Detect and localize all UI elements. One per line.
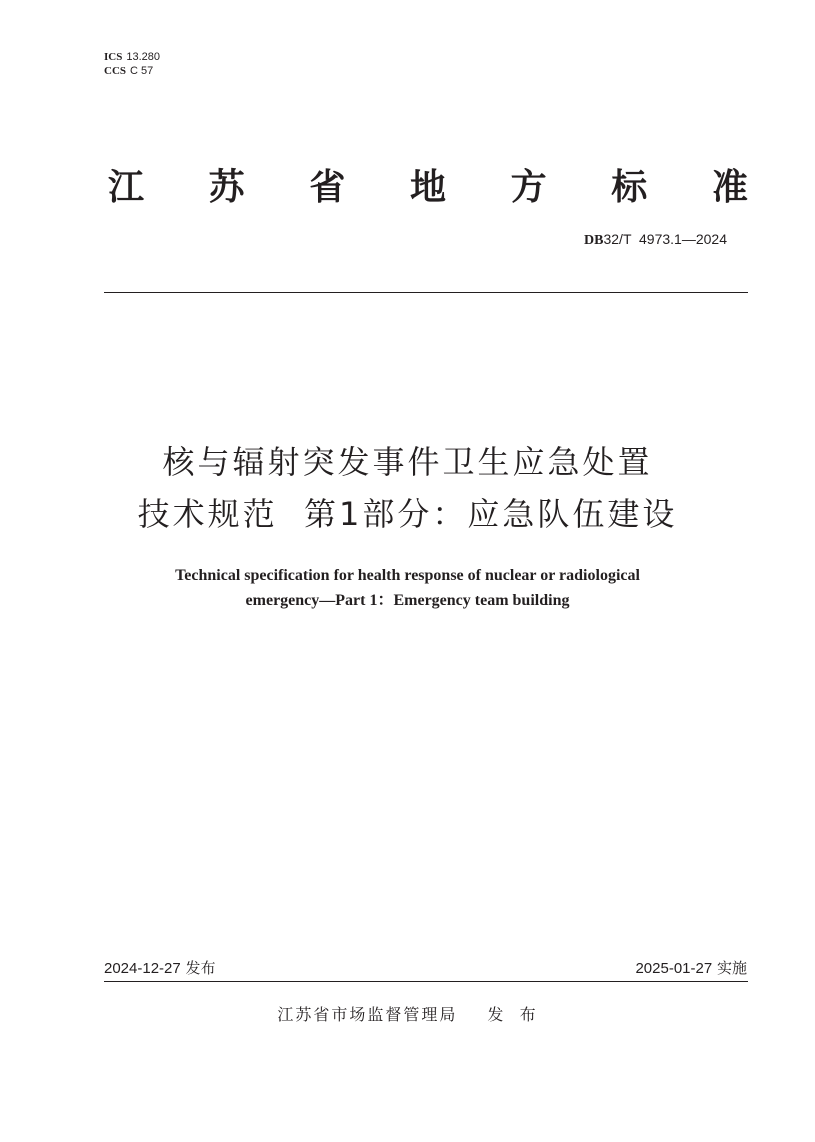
ics-code: ICS 13.280 [104, 51, 160, 63]
standard-type-char: 苏 [208, 166, 245, 208]
standard-type-char: 地 [409, 166, 446, 208]
english-title-line-2: emergency—Part 1：Emergency team building [245, 592, 570, 609]
issuing-authority [0, 1002, 815, 1025]
implementation-date: 2025-01-27 实施 [635, 959, 747, 977]
chinese-title-line-1: 核与辐射突发事件卫生应急处置 [162, 443, 653, 481]
standard-type-char: 准 [711, 166, 748, 208]
issuer-name: 江苏省市场监督管理局 [277, 1005, 458, 1024]
ccs-code: CCS C 57 [104, 65, 154, 77]
standard-type-char: 方 [510, 166, 547, 208]
chinese-title-line-2: 技术规范 第1部分：应急队伍建设 [137, 495, 678, 533]
issuer-action: 发 布 [487, 1005, 538, 1024]
issue-date: 2024-12-27 发布 [104, 959, 216, 977]
english-title [0, 563, 815, 613]
standard-type-char: 江 [108, 166, 145, 208]
english-title-line-1: Technical specification for health response of nuclear or radiological [175, 567, 640, 584]
footer-divider [104, 981, 748, 982]
standard-type-char: 省 [309, 166, 346, 208]
standard-number: DB32/T 4973.1—2024 [584, 231, 727, 248]
standard-type-heading [108, 160, 748, 208]
header-divider [104, 292, 748, 293]
classification-codes [104, 50, 160, 78]
standard-type-char: 标 [611, 166, 648, 208]
